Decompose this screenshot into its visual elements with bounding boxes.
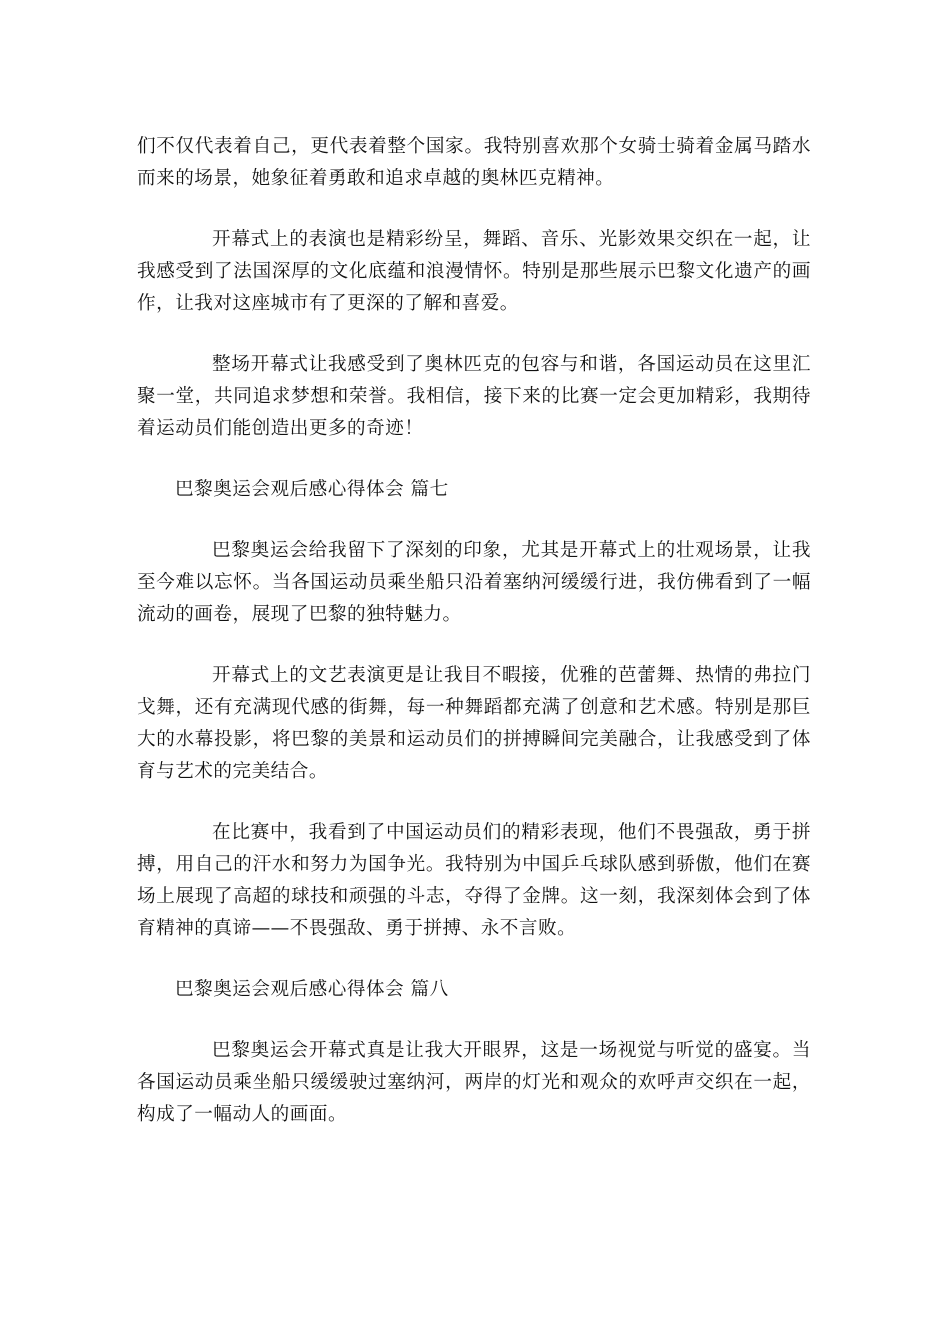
paragraph-performance: 开幕式上的表演也是精彩纷呈，舞蹈、音乐、光影效果交织在一起，让我感受到了法国深厚的文化底蕴和浪漫情怀。特别是那些展示巴黎文化遗产的画作，让我对这座城市有了更深的了解和喜爱。	[137, 229, 811, 314]
paragraph-competition: 在比赛中，我看到了中国运动员们的精彩表现，他们不畏强敌，勇于拼搏，用自己的汗水和努力为国争光。我特别为中国乒乓球队感到骄傲，他们在赛场上展现了高超的球技和顽强的斗志，夺得了金牌。这一刻，我深刻体会到了体育精神的真谛——不畏强敌、勇于拼搏、永不言败。	[137, 822, 811, 939]
section-heading-part-7: 巴黎奥运会观后感心得体会 篇七	[175, 479, 449, 500]
document-body	[137, 131, 811, 1131]
paragraph-impression: 巴黎奥运会给我留下了深刻的印象，尤其是开幕式上的壮观场景，让我至今难以忘怀。当各国运动员乘坐船只沿着塞纳河缓缓行进，我仿佛看到了一幅流动的画卷，展现了巴黎的独特魅力。	[137, 540, 811, 625]
paragraph-arts: 开幕式上的文艺表演更是让我目不暇接，优雅的芭蕾舞、热情的弗拉门戈舞，还有充满现代感的街舞，每一种舞蹈都充满了创意和艺术感。特别是那巨大的水幕投影，将巴黎的美景和运动员们的拼搏瞬间完美融合，让我感受到了体育与艺术的完美结合。	[137, 665, 811, 782]
paragraph-opening-ceremony: 巴黎奥运会开幕式真是让我大开眼界，这是一场视觉与听觉的盛宴。当各国运动员乘坐船只缓缓驶过塞纳河，两岸的灯光和观众的欢呼声交织在一起，构成了一幅动人的画面。	[137, 1040, 811, 1125]
section-heading-part-8: 巴黎奥运会观后感心得体会 篇八	[175, 979, 449, 1000]
paragraph-continued: 们不仅代表着自己，更代表着整个国家。我特别喜欢那个女骑士骑着金属马踏水而来的场景，她象征着勇敢和追求卓越的奥林匹克精神。	[137, 136, 811, 189]
paragraph-harmony: 整场开幕式让我感受到了奥林匹克的包容与和谐，各国运动员在这里汇聚一堂，共同追求梦想和荣誉。我相信，接下来的比赛一定会更加精彩，我期待着运动员们能创造出更多的奇迹！	[137, 354, 811, 439]
